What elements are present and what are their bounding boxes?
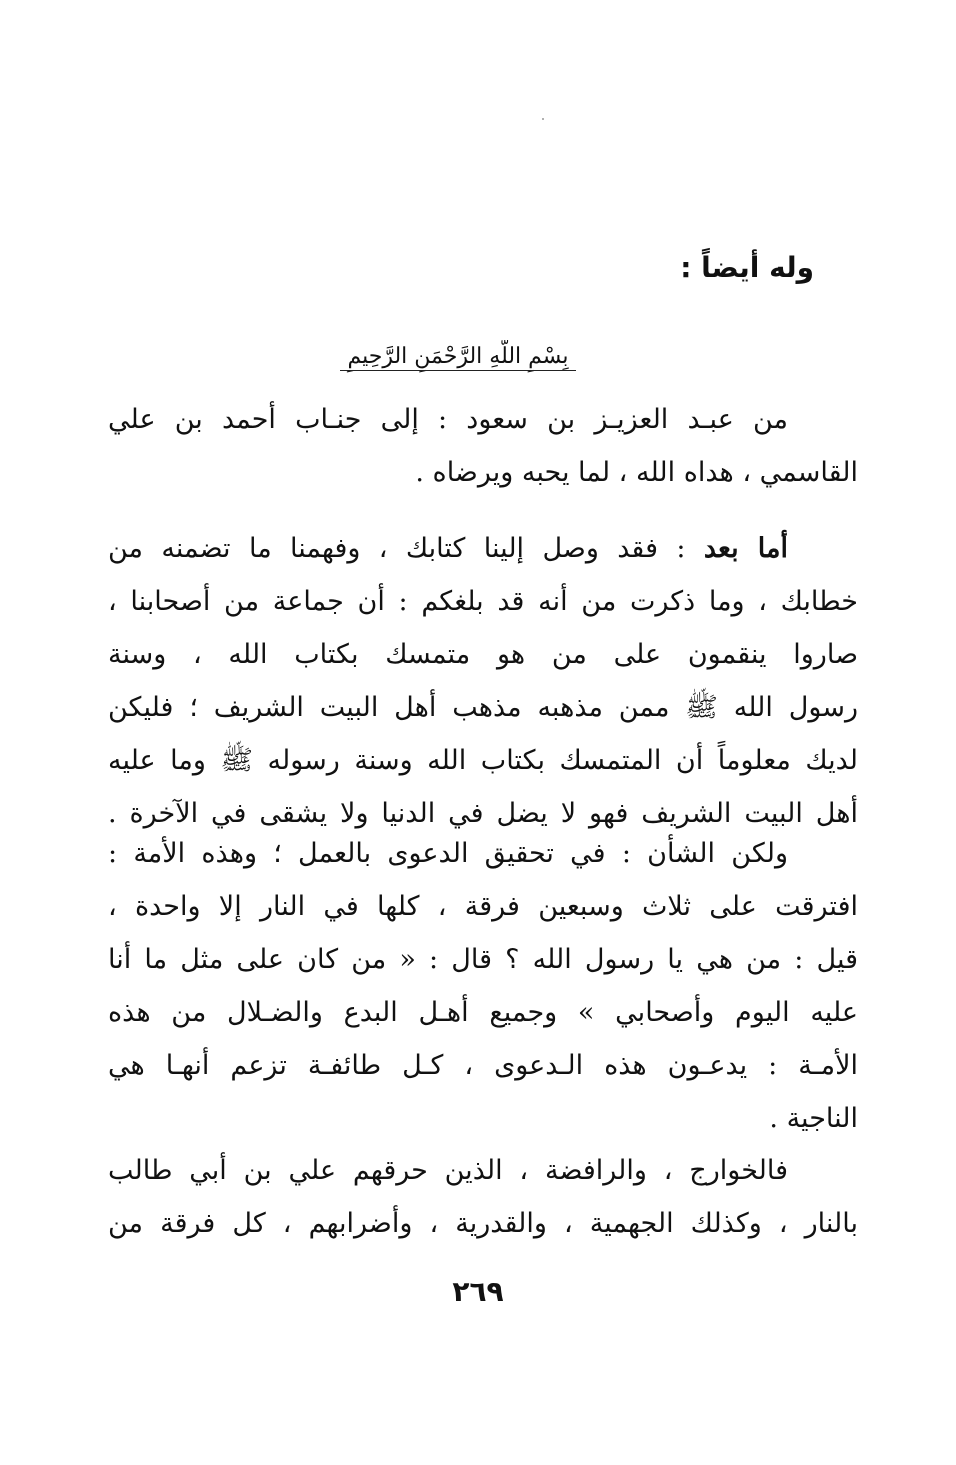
text-line: أهل البيت الشريف فهو لا يضل في الدنيا ولا يشقى في الآخرة .: [108, 798, 858, 829]
text-line: قيل : من هي يا رسول الله ؟ قال : « من كان على مثل ما أنا: [108, 944, 858, 975]
lead-phrase: أما بعد: [703, 533, 788, 564]
text-line: لديك معلوماً أن المتمسك بكتاب الله وسنة رسوله ﷺ وما عليه: [108, 745, 858, 776]
text-line: خطابك ، وما ذكرت من أنه قد بلغكم : أن جماعة من أصحابنا ،: [108, 586, 858, 617]
text-line: صاروا ينقمون على من هو متمسك بكتاب الله ، وسنة: [108, 639, 858, 670]
text-line: رسول الله ﷺ ممن مذهبه مذهب أهل البيت الشريف ؛ فليكن: [108, 692, 858, 723]
text-line: من عبـد العزيـز بن سعود : إلى جنـاب أحمد بن علي: [108, 404, 788, 435]
paragraph-khawarij: [108, 1144, 858, 1250]
text-line: القاسمي ، هداه الله ، لما يحبه ويرضاه .: [415, 457, 858, 488]
section-heading: وله أيضاً :: [680, 251, 814, 284]
speck-mark: [542, 118, 544, 120]
text-line: ولكن الشأن : في تحقيق الدعوى بالعمل ؛ وهذه الأمة :: [108, 838, 788, 869]
page-number: ٢٦٩: [452, 1275, 504, 1308]
text-line: عليه اليوم وأصحابي » وجميع أهـل البدع والضـلال من هذه: [108, 997, 858, 1028]
basmala-underline: [340, 370, 576, 371]
paragraph-amma-bad: [108, 522, 858, 840]
text-fragment: : فقد وصل إلينا كتابك ، وفهمنا ما تضمنه من: [108, 533, 704, 564]
text-line: الأمـة : يدعـون هذه الـدعوى ، كـل طائفـة تزعم أنهـا هي: [108, 1050, 858, 1081]
text-line: بالنار ، وكذلك الجهمية ، والقدرية ، وأضرابهم ، كل فرقة من: [108, 1208, 858, 1239]
paragraph-address: [108, 393, 858, 499]
text-line: فالخوارج ، والرافضة ، الذين حرقهم علي بن أبي طالب: [108, 1155, 788, 1186]
text-line: الناجية .: [769, 1103, 858, 1134]
basmala-calligraphy: بِسْمِ اللَّهِ الرَّحْمَنِ الرَّحِيمِ: [347, 344, 569, 369]
text-line: افترقت على ثلاث وسبعين فرقة ، كلها في النار إلا واحدة ،: [108, 891, 858, 922]
paragraph-firqa: [108, 827, 858, 1145]
text-line: [108, 522, 858, 575]
